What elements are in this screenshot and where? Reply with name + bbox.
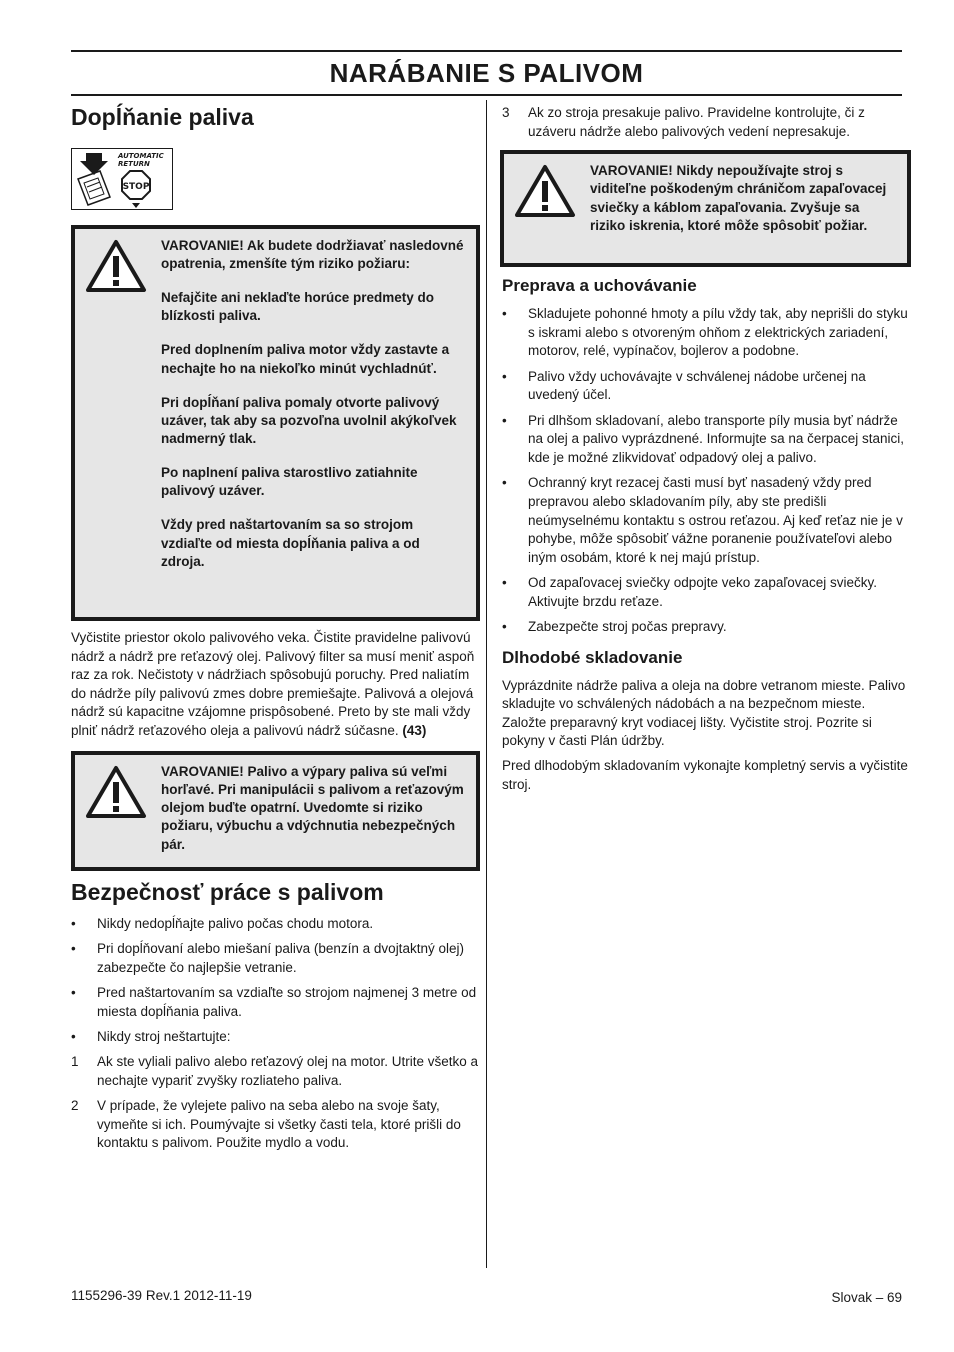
warning-box-flammable	[71, 751, 480, 871]
warning-text	[161, 755, 476, 864]
warning-line-1: VAROVANIE! Ak budete dodržiavať nasledovné opatrenia, zmenšíte tým riziko požiaru:	[161, 238, 464, 272]
long-term-paragraph-1: Vyprázdnite nádrže paliva a oleja na dobre vetranom mieste. Palivo skladujte vo schválených nádobách a na bezpečnom mieste. Založte preparavný kryt vodiacej lišty. Vyčistite stroj. Pozrite si pokyny v časti Plán údržby.	[502, 677, 906, 749]
warning-text	[590, 154, 907, 245]
list-item: • Pri dlhšom skladovaní, alebo transporte píly musia byť nádrže na olej a palivo vyprázdnené. Informujte sa na čerpacej stanici, kde je možné zlikvidovať odpadový olej a palivo.	[502, 412, 904, 465]
top-rule	[71, 50, 902, 52]
refueling-paragraph	[71, 629, 480, 741]
figure-reference: (43)	[402, 722, 427, 738]
list-item: • Od zapaľovacej sviečky odpojte veko zapaľovacej sviečky. Aktivujte brzdu reťaze.	[502, 575, 878, 609]
fuel-safety-list	[71, 915, 480, 1154]
list-item: • Zabezpečte stroj počas prepravy.	[502, 619, 727, 635]
fuel-safety-list-continued	[500, 104, 911, 141]
list-item: • Palivo vždy uchovávajte v schválenej nádobe určenej na uvedený účel.	[502, 368, 866, 403]
warning-triangle-icon	[514, 164, 576, 218]
icon-label-return: RETURN	[118, 160, 150, 168]
section-title-refueling: Dopĺňanie paliva	[71, 104, 254, 130]
warning-box-fire-risk	[71, 225, 480, 621]
icon-stop-label: STOP	[122, 182, 150, 192]
warning-line-5: Po naplnení paliva starostlivo zatiahnite palivový uzáver.	[161, 465, 418, 499]
column-divider	[486, 100, 487, 1268]
fuel-cap-stop-icon	[71, 148, 173, 210]
list-item: • Pri dopĺňovaní alebo miešaní paliva (benzín a dvojtaktný olej) zabezpečte čo najlepšie vetranie.	[71, 940, 464, 975]
warning-box-spark-plug	[500, 150, 911, 267]
document-id: 1155296-39 Rev.1 2012-11-19	[71, 1288, 252, 1303]
warning-triangle-icon	[85, 239, 147, 293]
warning-line-6: Vždy pred naštartovaním sa so strojom vzdiaľte od miesta dopĺňania paliva a od zdroja.	[161, 517, 420, 569]
list-item: • Ochranný kryt rezacej časti musí byť nasadený vždy pred prepravou alebo skladovaním píly, aby ste predišli neúmyselnému kontaktu s ostrou reťazou. Aj keď reťaz nie je v pohybe, môže spôsobiť vážne poranenie používateľovi alebo iným osobám, ktoré k nej majú prístup.	[502, 475, 903, 565]
list-item: 1 Ak ste vyliali palivo alebo reťazový olej na motor. Utrite všetko a nechajte vypariť zvyšky rozliateho paliva.	[71, 1054, 478, 1088]
page-number: Slovak – 69	[831, 1290, 902, 1305]
section-title-fuel-safety: Bezpečnosť práce s palivom	[71, 878, 384, 905]
list-item: • Nikdy nedopĺňajte palivo počas chodu motora.	[71, 915, 374, 931]
warning-spark-plug-text: VAROVANIE! Nikdy nepoužívajte stroj s viditeľne poškodeným chráničom zapaľovacej sviečky a káblom zapaľovania. Zvyšuje sa riziko iskrenia, ktoré môže spôsobiť požiar.	[590, 163, 887, 234]
left-column	[71, 96, 480, 1160]
warning-triangle-icon	[85, 765, 147, 819]
list-item: 3 Ak zo stroja presakuje palivo. Pravidelne kontrolujte, či z uzáveru nádrže alebo palivových vedení nepresakuje.	[502, 105, 865, 139]
list-item: • Pred naštartovaním sa vzdiaľte so strojom najmenej 3 metre od miesta dopĺňania paliva.	[71, 984, 477, 1019]
transport-storage-list	[500, 305, 911, 636]
right-column	[500, 100, 911, 794]
list-item: • Skladujete pohonné hmoty a pílu vždy tak, aby neprišli do styku s iskrami alebo s otvoreným ohňom z elektrických zariadení, motorov, relé, vypínačov, bojlerov a podobne.	[502, 306, 908, 359]
warning-line-3: Pred doplnením paliva motor vždy zastavte a nechajte ho na niekoľko minút vychladnúť.	[161, 342, 450, 376]
warning-line-2: Nefajčite ani neklaďte horúce predmety do blízkosti paliva.	[161, 290, 435, 324]
section-title-long-term-storage: Dlhodobé skladovanie	[502, 647, 683, 667]
list-item: 2 V prípade, že vylejete palivo na seba alebo na svoje šaty, vymeňte si ich. Poumývajte si všetky časti tela, ktoré prišli do kontaktu s palivom. Použite mydlo a vodu.	[71, 1098, 461, 1151]
warning-flammable-text: VAROVANIE! Palivo a výpary paliva sú veľmi horľavé. Pri manipulácii s palivom a reťazovým olejom buďte opatrní. Uvedomte si riziko požiaru, výbuchu a vdýchnutia nebezpečných pár.	[161, 763, 464, 852]
warning-line-4: Pri dopĺňaní paliva pomaly otvorte palivový uzáver, tak aby sa pozvoľna uvolnil akýkoľvek nadmerný tlak.	[161, 394, 457, 447]
list-item: • Nikdy stroj neštartujte:	[71, 1028, 231, 1044]
fuel-cap-stop-graphic	[72, 149, 172, 209]
warning-text	[161, 229, 476, 581]
section-title-transport-storage: Preprava a uchovávanie	[502, 276, 697, 296]
icon-label-automatic: AUTOMATIC	[118, 152, 164, 160]
long-term-paragraph-2: Pred dlhodobým skladovaním vykonajte kompletný servis a vyčistite stroj.	[502, 758, 908, 792]
refueling-paragraph-text: Vyčistite priestor okolo palivového veka. Čistite pravidelne palivovú nádrž a nádrž pre reťazový olej. Palivový filter sa musí meniť aspoň raz za rok. Nečistoty v nádržiach spôsobujú poruchy. Pred naliatím do nádrže píly palivovú zmes dobre premiešajte. Palivová a olejová nádrž sú kapacitne vzájomne prispôsobené. Preto by ste mali vždy plniť nádrž reťazového oleja a palivovú nádrž súčasne.	[71, 630, 475, 738]
page-title: NARÁBANIE S PALIVOM	[329, 58, 644, 88]
